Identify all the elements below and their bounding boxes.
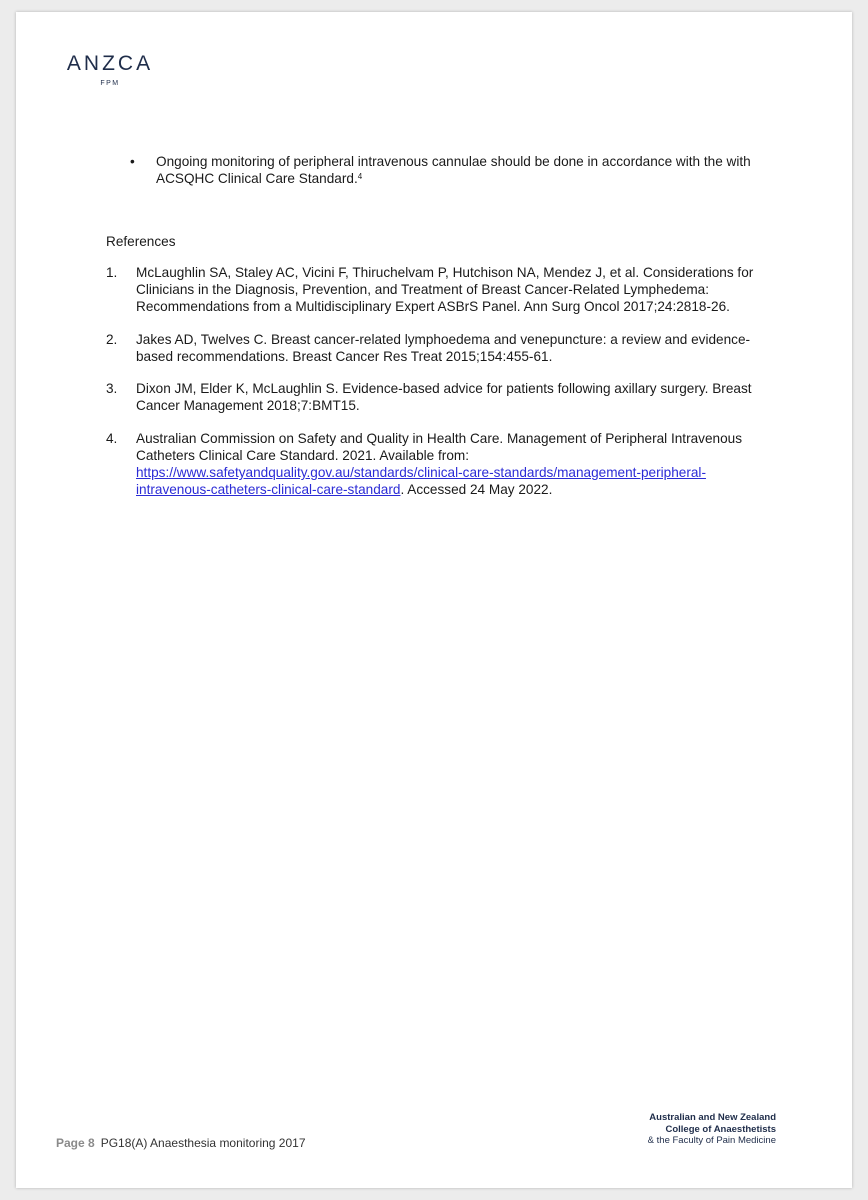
bullet-text xyxy=(156,153,780,187)
reference-link-line xyxy=(136,481,776,498)
org-line-1: Australian and New Zealand xyxy=(649,1112,776,1123)
reference-line: based recommendations. Breast Cancer Res Treat 2015;154:455-61. xyxy=(136,349,553,364)
reference-accessed-text: . Accessed 24 May 2022. xyxy=(400,482,553,497)
reference-text xyxy=(136,331,776,365)
logo-main-text: ANZCA xyxy=(66,52,154,75)
reference-number: 1. xyxy=(106,265,118,280)
footer-organization xyxy=(648,1112,776,1147)
reference-number: 4. xyxy=(106,431,118,446)
reference-line: Recommendations from a Multidisciplinary Expert ASBrS Panel. Ann Surg Oncol 2017;24:2818-26. xyxy=(136,299,730,314)
reference-text xyxy=(136,430,776,498)
reference-line: Cancer Management 2018;7:BMT15. xyxy=(136,398,360,413)
reference-url-link-cont[interactable]: intravenous-catheters-clinical-care-standard xyxy=(136,482,401,497)
reference-text xyxy=(136,264,776,315)
bullet-line-2 xyxy=(156,170,780,187)
reference-line: Catheters Clinical Care Standard. 2021. Available from: xyxy=(136,448,469,463)
org-line-2: College of Anaesthetists xyxy=(665,1123,776,1135)
document-title: PG18(A) Anaesthesia monitoring 2017 xyxy=(100,1136,306,1150)
bullet-line-2-text: ACSQHC Clinical Care Standard. xyxy=(156,171,358,186)
citation-superscript: 4 xyxy=(357,172,363,181)
reference-line: McLaughlin SA, Staley AC, Vicini F, Thiruchelvam P, Hutchison NA, Mendez J, et al. Considerations for xyxy=(136,265,754,280)
page-number: Page 8 xyxy=(56,1136,95,1150)
footer-page-info xyxy=(56,1136,306,1150)
reference-line: Dixon JM, Elder K, McLaughlin S. Evidence-based advice for patients following axillary surgery. Breast xyxy=(136,381,752,396)
reference-line: Clinicians in the Diagnosis, Prevention, and Treatment of Breast Cancer-Related Lymphedema: xyxy=(136,282,709,297)
bullet-symbol: • xyxy=(130,154,135,169)
anzca-logo xyxy=(60,52,160,87)
reference-line: Jakes AD, Twelves C. Breast cancer-related lymphoedema and venepuncture: a review and evidence- xyxy=(136,332,751,347)
reference-line: Australian Commission on Safety and Quality in Health Care. Management of Peripheral Intravenous xyxy=(136,431,742,446)
reference-url-link[interactable]: https://www.safetyandquality.gov.au/standards/clinical-care-standards/management-peripheral- xyxy=(136,465,706,480)
org-line-3: & the Faculty of Pain Medicine xyxy=(647,1135,776,1146)
logo-sub-text: FPM xyxy=(100,80,120,87)
reference-number: 2. xyxy=(106,332,118,347)
references-heading: References xyxy=(106,234,176,249)
reference-link-line xyxy=(136,464,776,481)
reference-text xyxy=(136,380,776,414)
document-page xyxy=(16,12,852,1188)
reference-number: 3. xyxy=(106,381,118,396)
bullet-line-1: Ongoing monitoring of peripheral intravenous cannulae should be done in accordance with the with xyxy=(156,154,751,169)
